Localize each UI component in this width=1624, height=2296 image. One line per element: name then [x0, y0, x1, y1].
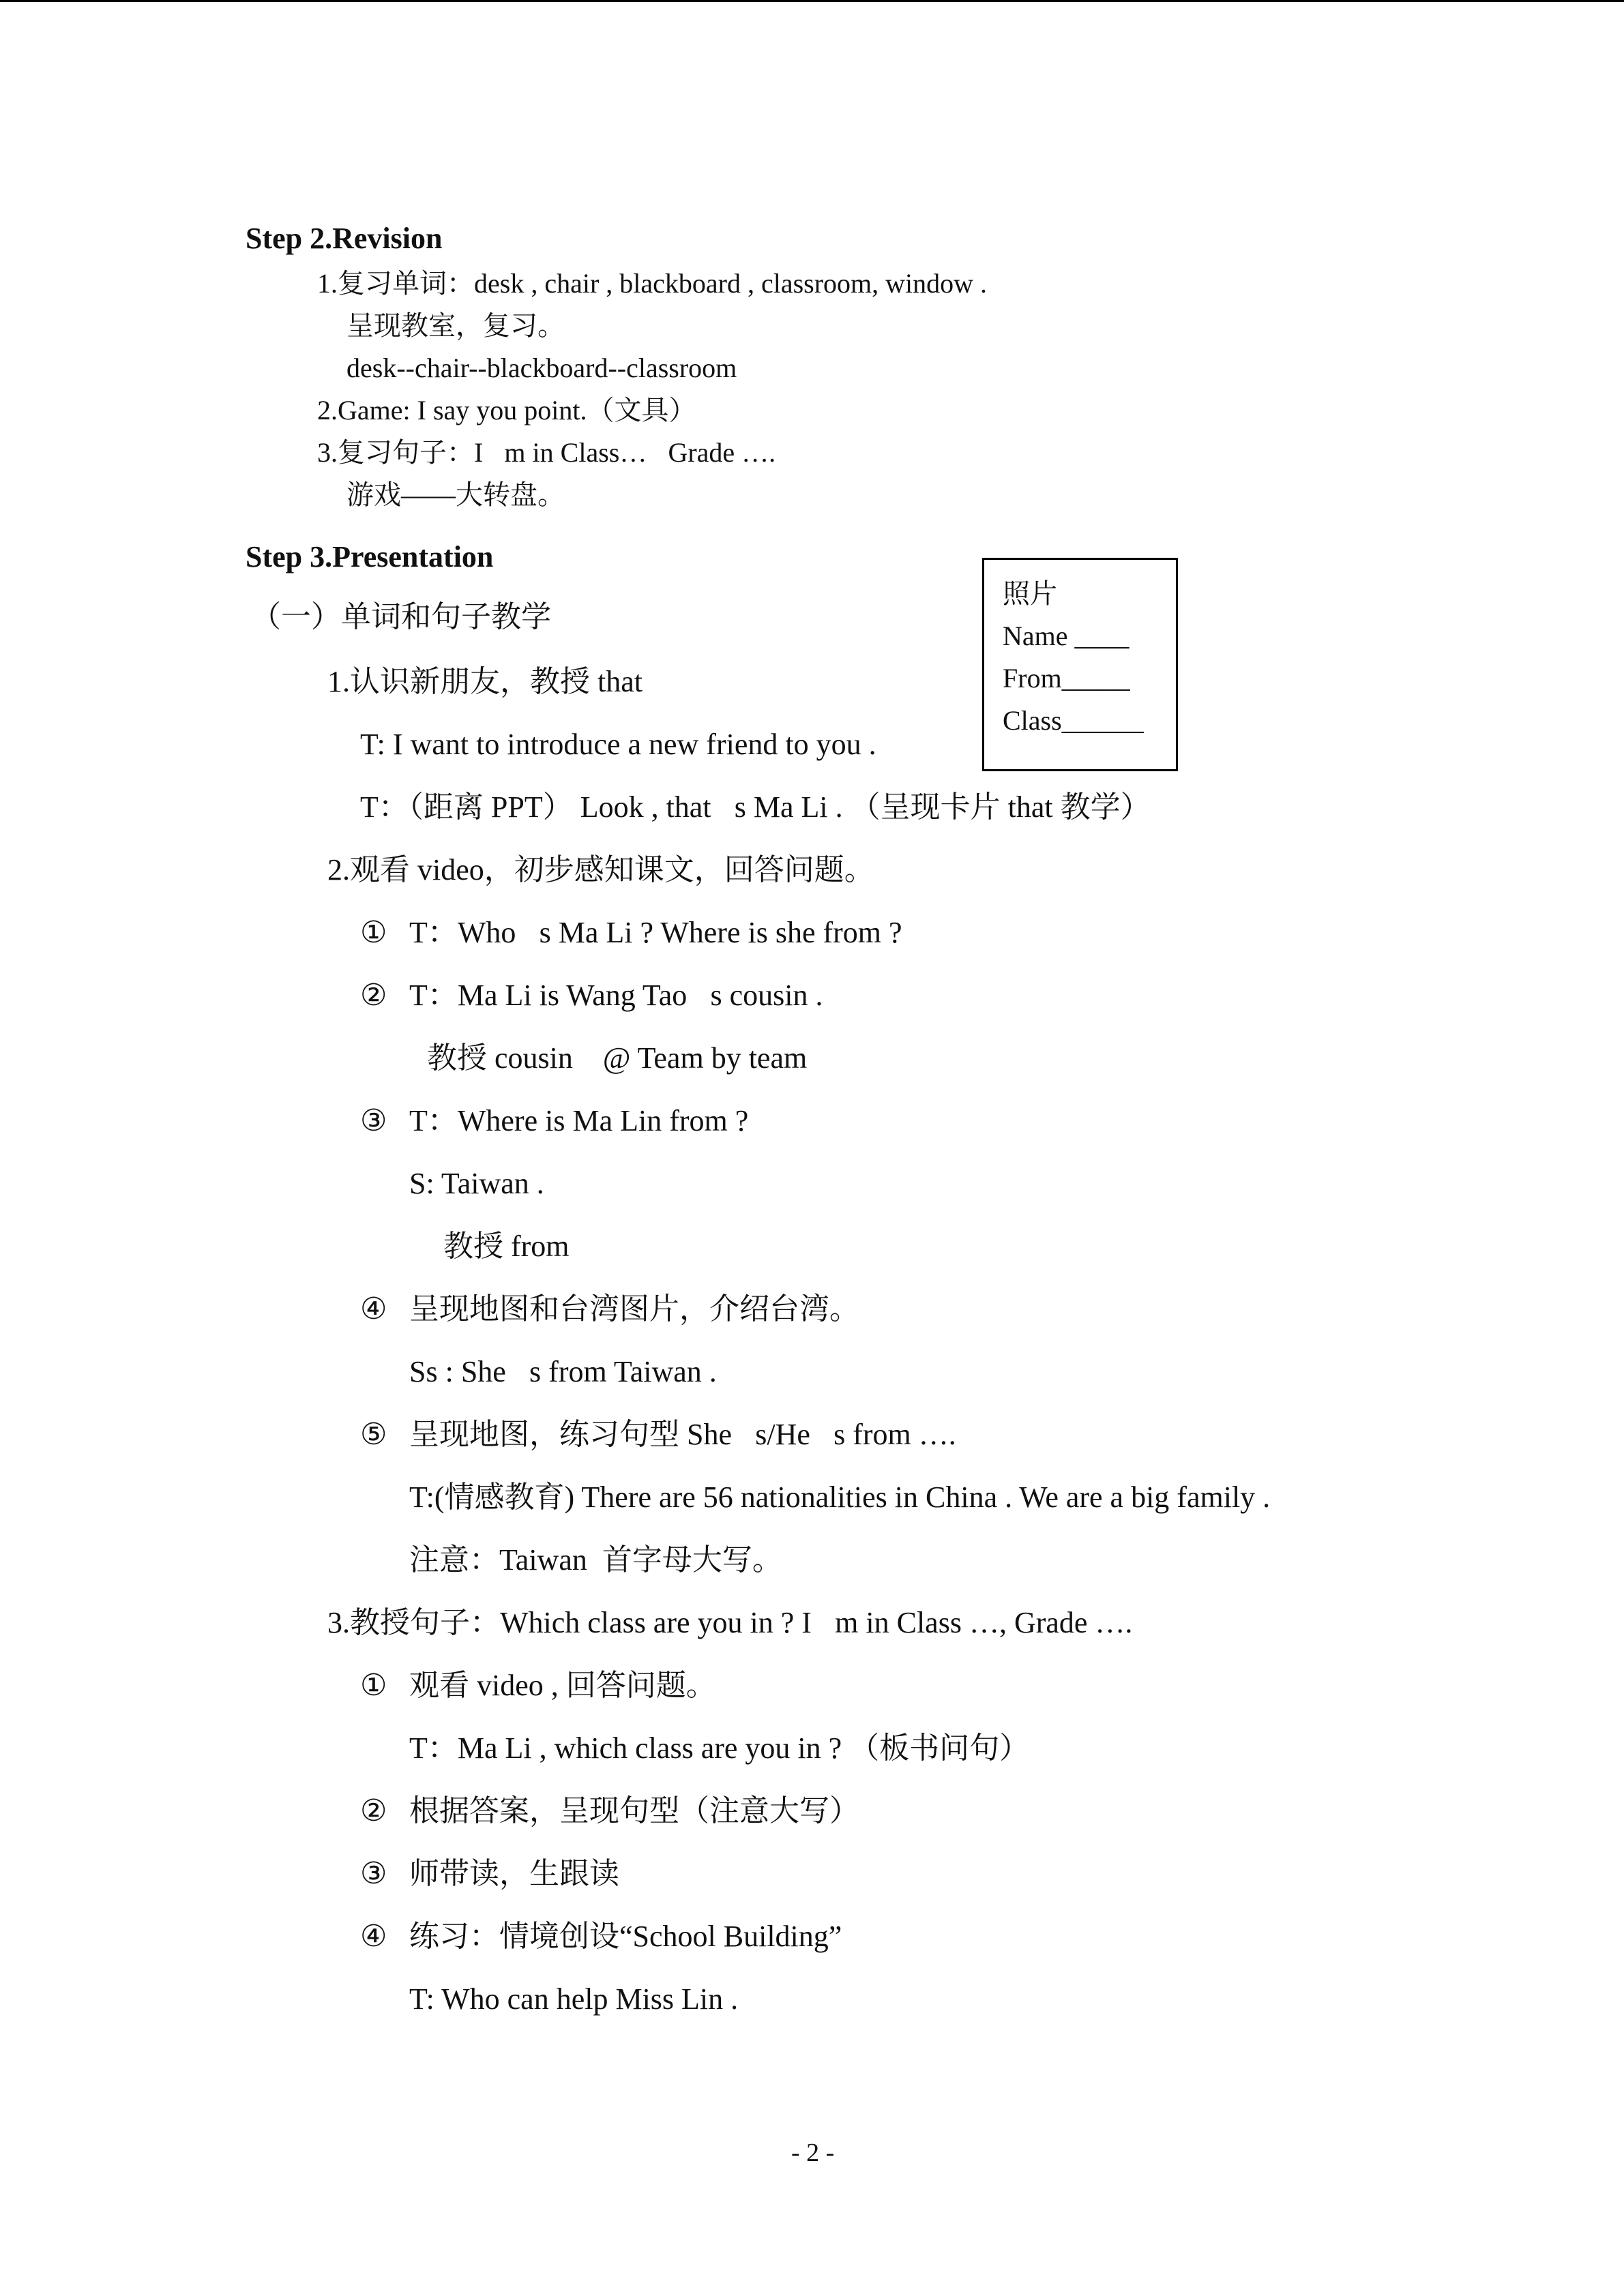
- part3-item: [360, 1859, 619, 1889]
- step2-item-3-note: 游戏——大转盘。: [346, 479, 565, 510]
- part2-note: 注意：Taiwan 首字母大写。: [409, 1543, 782, 1577]
- photo-card-class: Class______: [1003, 705, 1144, 736]
- part2-note: 教授 from: [443, 1229, 570, 1263]
- item-number: ②: [360, 1794, 387, 1828]
- part2-item: [360, 918, 902, 948]
- item-text: T：Where is Ma Lin from ?: [409, 1104, 749, 1137]
- item-text: 根据答案，呈现句型（注意大写）: [409, 1794, 859, 1828]
- item-number: ④: [360, 1920, 387, 1953]
- item-text: 师带读，生跟读: [409, 1857, 619, 1890]
- item-number: ⑤: [360, 1418, 387, 1451]
- item-number: ③: [360, 1857, 387, 1890]
- part2-title: 2.观看 video，初步感知课文，回答问题。: [327, 853, 874, 886]
- part2-note: 教授 cousin @ Team by team: [427, 1041, 808, 1075]
- part3-note: T: Who can help Miss Lin .: [409, 1982, 739, 2016]
- part2-item: [360, 1106, 748, 1136]
- photo-card-name: Name ____: [1003, 621, 1130, 651]
- step2-heading: Step 2.Revision: [246, 222, 443, 255]
- page-number: - 2 -: [791, 2138, 835, 2167]
- step2-item-1: 1.复习单词：desk , chair , blackboard , classroom, window .: [317, 268, 988, 299]
- photo-card-from: From_____: [1003, 663, 1130, 694]
- step2-item-2: 2.Game: I say you point.（文具）: [317, 395, 696, 426]
- item-text: 呈现地图和台湾图片，介绍台湾。: [409, 1292, 859, 1326]
- step3-heading: Step 3.Presentation: [246, 540, 494, 573]
- photo-card-title: 照片: [1003, 578, 1057, 609]
- step2-item-1-note: 呈现教室，复习。: [346, 310, 565, 341]
- item-text: 呈现地图，练习句型 She s/He s from ….: [409, 1418, 956, 1451]
- part3-note: T：Ma Li , which class are you in ? （板书问句）: [409, 1731, 1030, 1765]
- part2-item: [360, 981, 823, 1011]
- item-number: ①: [360, 916, 387, 949]
- part2-note: Ss : She s from Taiwan .: [409, 1355, 717, 1388]
- item-number: ②: [360, 979, 387, 1012]
- item-text: T：Ma Li is Wang Tao s cousin .: [409, 979, 823, 1012]
- item-text: 观看 video , 回答问题。: [409, 1669, 716, 1702]
- part2-note: S: Taiwan .: [409, 1167, 544, 1200]
- part3-title: 3.教授句子：Which class are you in ? I m in Class …, Grade ….: [327, 1606, 1133, 1639]
- item-text: 练习：情境创设“School Building”: [409, 1920, 842, 1953]
- part1-line-2: T：（距离 PPT） Look , that s Ma Li . （呈现卡片 that 教学）: [360, 790, 1151, 824]
- step2-item-1-sequence: desk--chair--blackboard--classroom: [346, 353, 737, 383]
- item-text: T：Who s Ma Li ? Where is she from ?: [409, 916, 902, 949]
- part2-item: [360, 1420, 956, 1450]
- part3-item: [360, 1922, 842, 1952]
- part2-note: T:(情感教育) There are 56 nationalities in China . We are a big family .: [409, 1480, 1271, 1514]
- part1-line-1: T: I want to introduce a new friend to you .: [360, 728, 876, 761]
- photo-card: [982, 558, 1178, 771]
- item-number: ④: [360, 1292, 387, 1326]
- part3-item: [360, 1796, 859, 1826]
- step2-item-3: 3.复习句子：I m in Class…，Grade ….: [317, 437, 776, 468]
- part3-item: [360, 1671, 716, 1701]
- part2-item: [360, 1294, 859, 1324]
- item-number: ③: [360, 1104, 387, 1137]
- part1-title: 1.认识新朋友，教授 that: [327, 665, 643, 698]
- section-title: （一）单词和句子教学: [251, 600, 551, 633]
- item-number: ①: [360, 1669, 387, 1702]
